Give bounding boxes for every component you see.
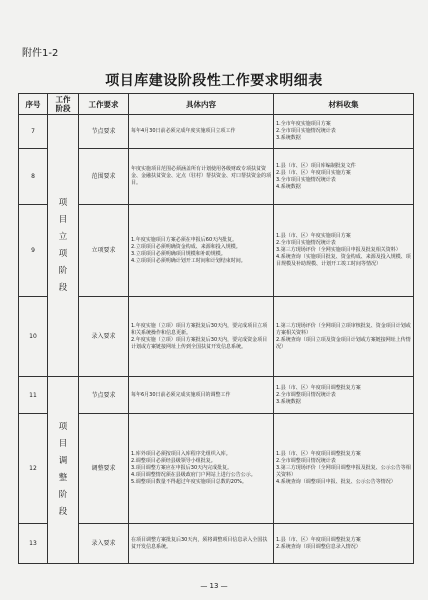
content-cell: 1.库外项目必须按项目入库程序先组织入库。 2.调整项目必须经县级领导小组批复。 3.项目调整方案应在申报后30天内完成批复。 4.项目调整情况须在县级政府门户网站上进行公告公示。 5.调整项目数量不得超过年度实施项目总数的20%。 — [129, 414, 274, 524]
materials-cell: 1.第三方现场评价（全网项目立项审核批复、资金项目计划或方案相关资料） 2.系统查询（项目立项及资金项目计划或方案链接网址上传情况） — [274, 297, 414, 377]
column-header-requirement: 工作要求 — [79, 94, 129, 115]
requirement-cell: 范围要求 — [79, 149, 129, 205]
column-header-materials: 材料收集 — [274, 94, 414, 115]
requirements-table — [18, 93, 414, 564]
page-number: — 13 — — [200, 582, 228, 590]
table-row — [19, 115, 414, 149]
row-number: 10 — [19, 297, 48, 377]
row-number: 11 — [19, 377, 48, 414]
table-row — [19, 524, 414, 564]
table-row — [19, 297, 414, 377]
row-number: 13 — [19, 524, 48, 564]
requirement-cell: 立项要求 — [79, 205, 129, 297]
attachment-label: 附件1-2 — [22, 48, 59, 59]
content-cell: 1.年度实施（立项）项目方案批复后30天内，要完成项目立项和关系统操作和信息更新。 2.年度实施（立项）项目方案批复后30天内，要完成资金项目计划或方案链接网址上传到全国扶贫开发信息系统。 — [129, 297, 274, 377]
table-row — [19, 414, 414, 524]
row-number: 12 — [19, 414, 48, 524]
column-header-number: 序号 — [19, 94, 48, 115]
materials-cell: 1.县（市、区）年度项目调整批复方案 2.系统查询（项目调整信息录入情况） — [274, 524, 414, 564]
materials-cell: 1.县（市、区）年度项目调整批复方案 2.全市调整项目情况统计表 3.第三方现场评价（全网项目调整申报及批复、公示公告等相关资料） 4.系统查询（调整项目申报、批复、公示公告等情况） — [274, 414, 414, 524]
column-header-stage: 工作 阶段 — [48, 94, 79, 115]
content-cell: 年度实施项目范围必须涵盖所有计划使用各级财政专项扶贫资金、金融扶贫资金、定点（驻村）帮扶资金、对口帮扶资金的项目。 — [129, 149, 274, 205]
content-cell: 每年4月30日前必须完成年度实施项目立项工作 — [129, 115, 274, 149]
document-title: 项目库建设阶段性工作要求明细表 — [105, 73, 323, 89]
content-cell: 1.年度实施项目方案必须在申报后60天内批复。 2.立项项目必须明确资金构成、来源和投入规模。 3.立项项目必须明确项目规模和补助规模。 4.立项项目必须明确计划开工时间和计划结束时间。 — [129, 205, 274, 297]
materials-cell: 1.全市年度实施项目方案 2.全市项目实施情况统计表 3.系统数据 — [274, 115, 414, 149]
materials-cell: 1.县（市、区）年度项目调整批复方案 2.全市调整项目情况统计表 3.系统数据 — [274, 377, 414, 414]
row-number: 7 — [19, 115, 48, 149]
row-number: 8 — [19, 149, 48, 205]
requirement-cell: 录入要求 — [79, 524, 129, 564]
requirement-cell: 调整要求 — [79, 414, 129, 524]
materials-cell: 1.县（市、区）年度实施项目方案 2.全市项目实施情况统计表 3.第三方现场评价（全网实施项目申报及批复相关资料） 4.系统查询（实施项目批复、资金构成、来源及投入规模、项目规模及补助规模、计划开工竣工时间等情况） — [274, 205, 414, 297]
requirement-cell: 录入要求 — [79, 297, 129, 377]
stage-cell-project-approval: 项 目 立 项 阶 段 — [48, 115, 79, 377]
materials-cell: 1.县（市、区）项目库编制批复文件 2.县（市、区）年度项目实施方案 3.全市项目实施情况统计表 4.系统数据 — [274, 149, 414, 205]
table-header-row — [19, 94, 414, 115]
table-row — [19, 377, 414, 414]
requirement-cell: 节点要求 — [79, 115, 129, 149]
row-number: 9 — [19, 205, 48, 297]
stage-cell-project-adjustment: 项 目 调 整 阶 段 — [48, 377, 79, 564]
content-cell: 在项目调整方案批复后30天内，须将调整项目信息录入全国扶贫开发信息系统。 — [129, 524, 274, 564]
table-row — [19, 149, 414, 205]
requirement-cell: 节点要求 — [79, 377, 129, 414]
column-header-content: 具体内容 — [129, 94, 274, 115]
table-row — [19, 205, 414, 297]
content-cell: 每年6月30日前必须完成实施项目的调整工作 — [129, 377, 274, 414]
